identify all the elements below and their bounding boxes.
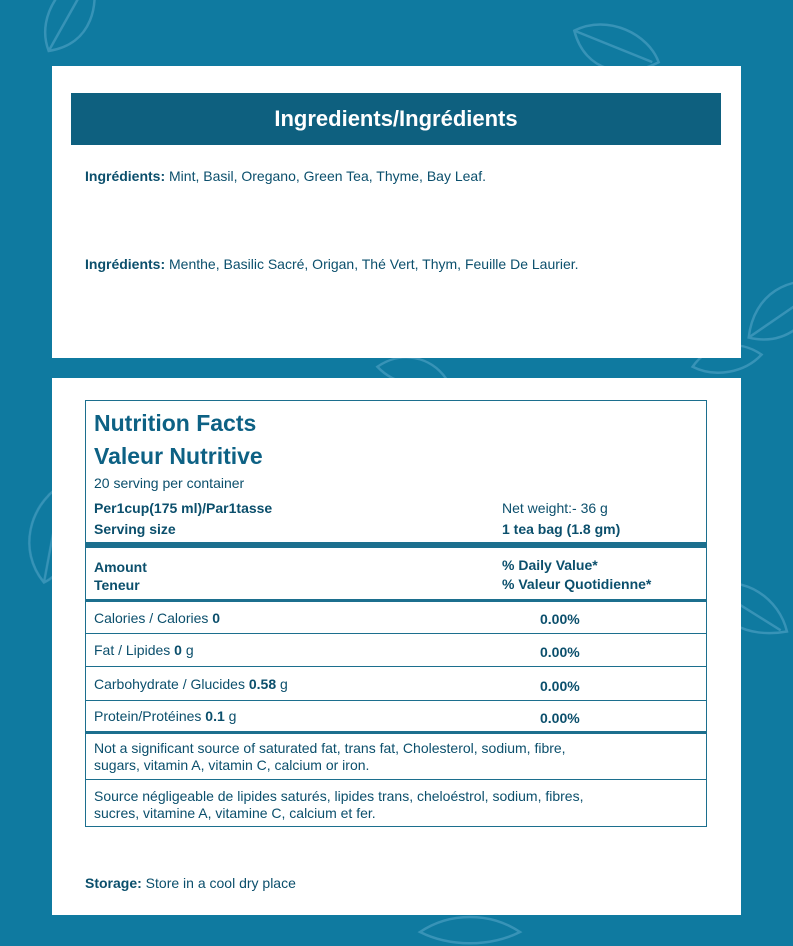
per-cup: Per1cup(175 ml)/Par1tasse xyxy=(94,500,273,516)
nutrient-label: Calories / Calories 0 xyxy=(94,610,221,626)
row-divider xyxy=(86,779,706,780)
nutrient-amount: 0.58 xyxy=(248,676,277,692)
nutrient-label: Protein/Protéines 0.1 g xyxy=(94,708,237,724)
net-weight: Net weight:- 36 g xyxy=(502,500,608,516)
leaf-icon xyxy=(24,0,118,56)
ingredients-french xyxy=(85,256,579,272)
nutrient-label: Carbohydrate / Glucides 0.58 g xyxy=(94,676,288,692)
nutrition-title-fr: Valeur Nutritive xyxy=(94,443,263,469)
amount-label: Amount xyxy=(94,559,147,575)
footnote-en-line1: Not a significant source of saturated fat, trans fat, Cholesterol, sodium, fibre, xyxy=(94,740,566,756)
medium-divider xyxy=(86,731,706,734)
servings-per-container: 20 serving per container xyxy=(94,475,245,491)
nutrient-daily-value: 0.00% xyxy=(540,611,580,627)
row-divider xyxy=(86,666,706,667)
teneur-label: Teneur xyxy=(94,577,140,593)
storage-instructions xyxy=(85,875,296,891)
nutrition-facts-table xyxy=(85,400,707,827)
valeur-quotidienne-label: % Valeur Quotidienne* xyxy=(502,576,652,592)
medium-divider xyxy=(86,599,706,602)
ingredients-english xyxy=(85,168,486,184)
serving-size-value: 1 tea bag (1.8 gm) xyxy=(502,521,621,537)
ingredients-label: Ingrédients: xyxy=(85,256,166,272)
thick-divider xyxy=(86,542,706,548)
nutrient-amount: 0.1 xyxy=(205,708,225,724)
row-divider xyxy=(86,700,706,701)
nutrient-daily-value: 0.00% xyxy=(540,678,580,694)
footnote-en-line2: sugars, vitamin A, vitamin C, calcium or iron. xyxy=(94,757,370,773)
ingredients-card xyxy=(52,66,741,358)
leaf-icon xyxy=(420,917,520,943)
nutrition-title-en: Nutrition Facts xyxy=(94,410,257,436)
nutrient-daily-value: 0.00% xyxy=(540,710,580,726)
storage-text: Store in a cool dry place xyxy=(141,875,296,891)
storage-label: Storage: xyxy=(85,875,142,891)
row-divider xyxy=(86,633,706,634)
ingredients-text: Menthe, Basilic Sacré, Origan, Thé Vert, Thym, Feuille De Laurier. xyxy=(165,256,579,272)
nutrient-amount: 0 xyxy=(212,610,221,626)
daily-value-label: % Daily Value* xyxy=(502,557,598,573)
serving-size-label: Serving size xyxy=(94,521,176,537)
nutrient-amount: 0 xyxy=(174,642,182,658)
ingredients-text: Mint, Basil, Oregano, Green Tea, Thyme, Bay Leaf. xyxy=(165,168,486,184)
nutrition-card xyxy=(52,378,741,915)
nutrient-daily-value: 0.00% xyxy=(540,644,580,660)
ingredients-header: Ingredients/Ingrédients xyxy=(71,93,721,145)
leaf-icon xyxy=(736,273,793,348)
nutrient-label: Fat / Lipides 0 g xyxy=(94,642,194,658)
footnote-fr-line2: sucres, vitamine A, vitamine C, calcium et fer. xyxy=(94,805,376,821)
footnote-fr-line1: Source négligeable de lipides saturés, lipides trans, cheloéstrol, sodium, fibres, xyxy=(94,788,584,804)
ingredients-label: Ingrédients: xyxy=(85,168,166,184)
